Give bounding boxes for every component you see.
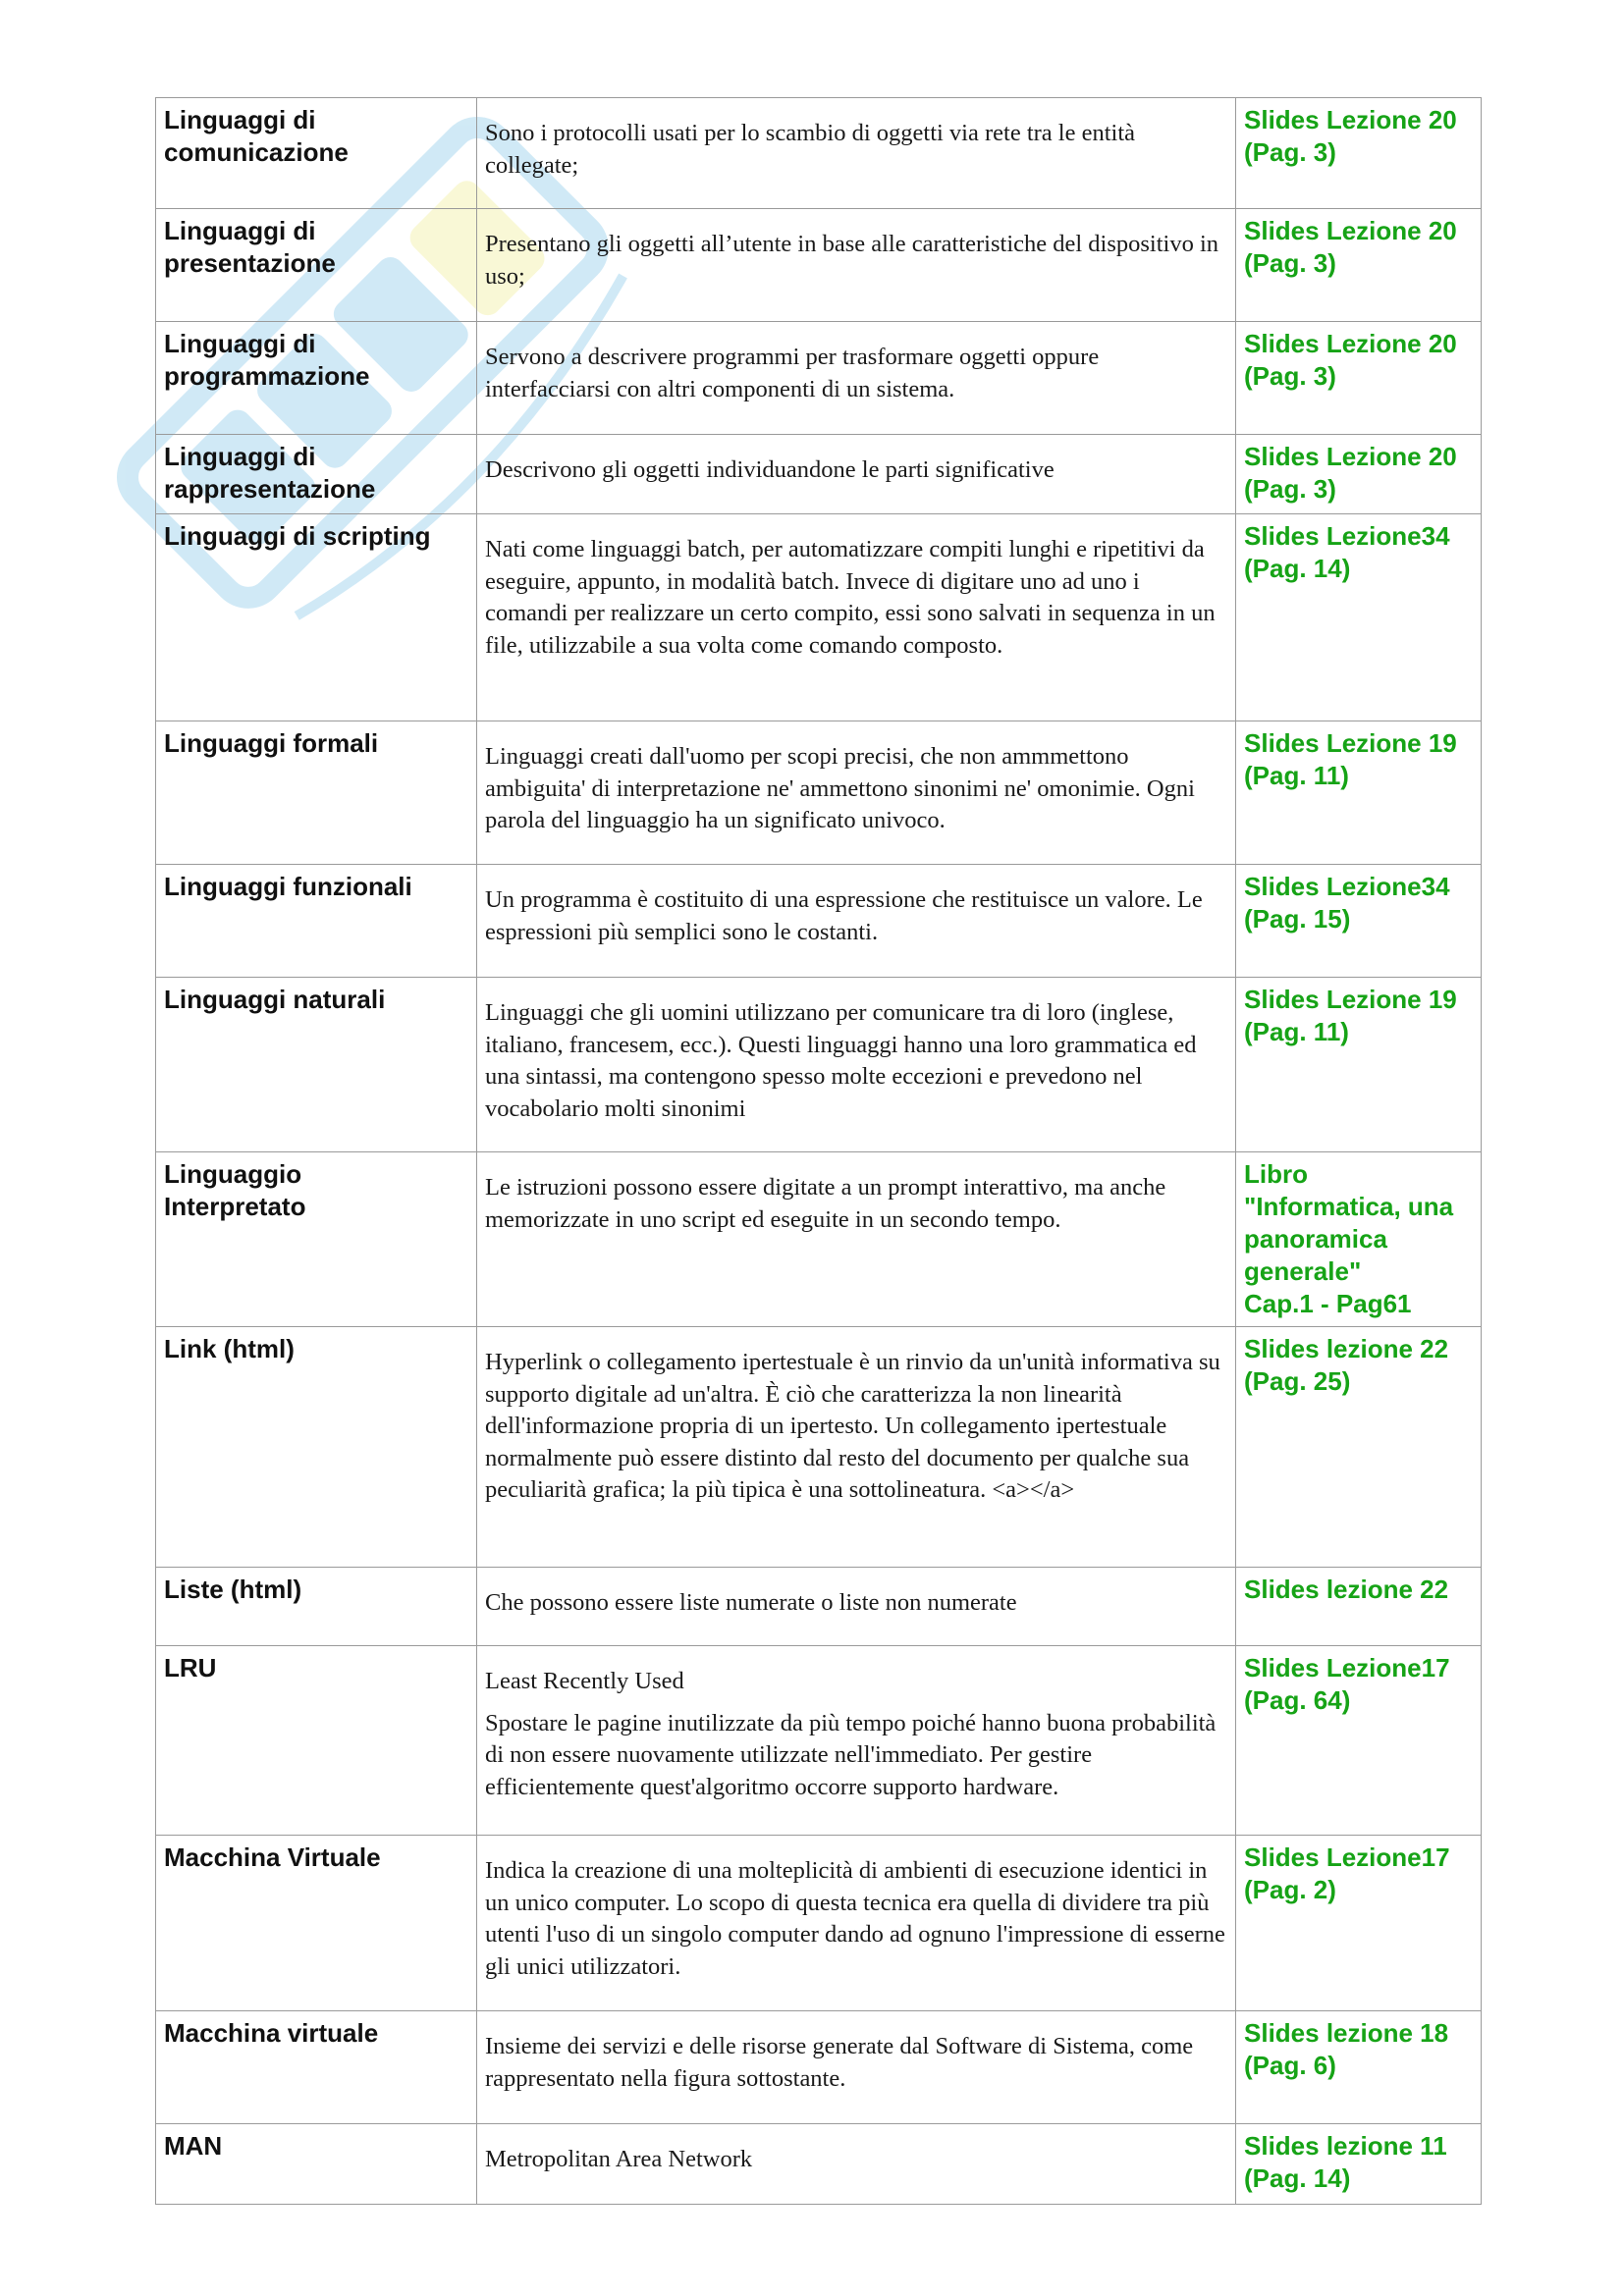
glossary-reference: Slides Lezione 20 (Pag. 3) <box>1236 322 1482 435</box>
glossary-term: LRU <box>156 1646 477 1836</box>
glossary-definition <box>477 435 1236 514</box>
glossary-definition <box>477 2124 1236 2205</box>
definition-paragraph: Linguaggi che gli uomini utilizzano per comunicare tra di loro (inglese, italiano, francesem, ecc.). Questi linguaggi hanno una loro grammatica ed una sintassi, ma contengono spesso molte eccezioni e prevedono nel vocabolario molti sinonimi <box>485 999 1197 1122</box>
glossary-row <box>156 514 1482 721</box>
definition-paragraph: Hyperlink o collegamento ipertestuale è un rinvio da un'unità informativa su supporto digitale ad un'altra. È ciò che caratterizza la non linearità dell'informazione propria di un ipertesto. Un collegamento ipertestuale normalmente può essere distinto dal resto del documento per qualche sua peculiarità grafica; la più tipica è una sottolineatura. <a></a> <box>485 1349 1220 1503</box>
glossary-definition <box>477 978 1236 1152</box>
glossary-definition <box>477 322 1236 435</box>
glossary-definition <box>477 98 1236 209</box>
glossary-reference: Slides Lezione34 (Pag. 14) <box>1236 514 1482 721</box>
definition-paragraph: Spostare le pagine inutilizzate da più tempo poiché hanno buona probabilità di non essere nuovamente utilizzate nell'immediato. Per gestire efficientemente quest'algoritmo occorre supporto hardware. <box>485 1709 1217 1800</box>
glossary-term: Macchina virtuale <box>156 2011 477 2124</box>
glossary-reference: Slides lezione 22 (Pag. 25) <box>1236 1327 1482 1568</box>
definition-paragraph: Indica la creazione di una molteplicità di ambienti di esecuzione identici in un unico computer. Lo scopo di questa tecnica era quella di dividere tra più utenti l'uso di un singolo computer dando ad ognuno l'impressione di esserne gli unici utilizzatori. <box>485 1857 1225 1980</box>
glossary-definition <box>477 514 1236 721</box>
definition-paragraph: Sono i protocolli usati per lo scambio di oggetti via rete tra le entità collegate; <box>485 120 1136 179</box>
glossary-row <box>156 322 1482 435</box>
glossary-row <box>156 98 1482 209</box>
glossary-term: Linguaggi di scripting <box>156 514 477 721</box>
glossary-reference: Slides Lezione 20 (Pag. 3) <box>1236 98 1482 209</box>
definition-paragraph: Presentano gli oggetti all’utente in base alle caratteristiche del dispositivo in uso; <box>485 231 1219 290</box>
glossary-definition <box>477 209 1236 322</box>
glossary-row <box>156 2011 1482 2124</box>
glossary-reference: Slides Lezione 19 (Pag. 11) <box>1236 721 1482 865</box>
glossary-reference: Slides Lezione 20 (Pag. 3) <box>1236 435 1482 514</box>
glossary-definition <box>477 1152 1236 1327</box>
glossary-row <box>156 978 1482 1152</box>
definition-paragraph: Least Recently Used <box>485 1668 684 1694</box>
glossary-term: Linguaggi di programmazione <box>156 322 477 435</box>
glossary-row <box>156 721 1482 865</box>
glossary-reference: Slides Lezione 20 (Pag. 3) <box>1236 209 1482 322</box>
glossary-definition <box>477 721 1236 865</box>
glossary-table <box>155 97 1482 2205</box>
definition-paragraph: Le istruzioni possono essere digitate a un prompt interattivo, ma anche memorizzate in uno script ed eseguite in un secondo tempo. <box>485 1174 1166 1233</box>
glossary-term: Macchina Virtuale <box>156 1836 477 2011</box>
glossary-term: Linguaggi di comunicazione <box>156 98 477 209</box>
glossary-reference: Slides Lezione17 (Pag. 64) <box>1236 1646 1482 1836</box>
definition-paragraph: Nati come linguaggi batch, per automatizzare compiti lunghi e ripetitivi da eseguire, appunto, in modalità batch. Invece di digitare uno ad uno i comandi per realizzare un certo compito, essi sono salvati in sequenza in un file, utilizzabile a sua volta come comando composto. <box>485 536 1216 659</box>
glossary-row <box>156 1327 1482 1568</box>
glossary-term: Linguaggio Interpretato <box>156 1152 477 1327</box>
glossary-term: Linguaggi di rappresentazione <box>156 435 477 514</box>
glossary-term: Linguaggi naturali <box>156 978 477 1152</box>
glossary-body <box>156 98 1482 2205</box>
glossary-definition <box>477 865 1236 978</box>
glossary-reference: Slides Lezione34 (Pag. 15) <box>1236 865 1482 978</box>
definition-paragraph: Servono a descrivere programmi per trasformare oggetti oppure interfacciarsi con altri componenti di un sistema. <box>485 344 1100 402</box>
glossary-row <box>156 435 1482 514</box>
glossary-reference: Slides lezione 22 <box>1236 1568 1482 1646</box>
definition-paragraph: Insieme dei servizi e delle risorse generate dal Software di Sistema, come rappresentato nella figura sottostante. <box>485 2033 1194 2092</box>
glossary-term: Linguaggi formali <box>156 721 477 865</box>
definition-paragraph: Metropolitan Area Network <box>485 2146 753 2172</box>
glossary-term: Link (html) <box>156 1327 477 1568</box>
glossary-row <box>156 2124 1482 2205</box>
definition-paragraph: Che possono essere liste numerate o liste non numerate <box>485 1589 1017 1616</box>
glossary-row <box>156 1836 1482 2011</box>
glossary-definition <box>477 1327 1236 1568</box>
glossary-row <box>156 1152 1482 1327</box>
glossary-reference: Slides Lezione17 (Pag. 2) <box>1236 1836 1482 2011</box>
glossary-term: MAN <box>156 2124 477 2205</box>
glossary-reference: Slides Lezione 19 (Pag. 11) <box>1236 978 1482 1152</box>
glossary-row <box>156 865 1482 978</box>
definition-paragraph: Linguaggi creati dall'uomo per scopi precisi, che non ammmettono ambiguita' di interpretazione ne' ammettono sinonimi ne' omonimie. Ogni parola del linguaggio ha un significato univoco. <box>485 743 1195 833</box>
glossary-reference: Libro "Informatica, una panoramica generale" Cap.1 - Pag61 <box>1236 1152 1482 1327</box>
glossary-reference: Slides lezione 18 (Pag. 6) <box>1236 2011 1482 2124</box>
glossary-row <box>156 1568 1482 1646</box>
glossary-reference: Slides lezione 11 (Pag. 14) <box>1236 2124 1482 2205</box>
glossary-row <box>156 209 1482 322</box>
glossary-definition <box>477 2011 1236 2124</box>
definition-paragraph: Descrivono gli oggetti individuandone le parti significative <box>485 456 1055 483</box>
glossary-definition <box>477 1836 1236 2011</box>
definition-paragraph: Un programma è costituito di una espressione che restituisce un valore. Le espressioni più semplici sono le costanti. <box>485 886 1203 945</box>
glossary-term: Liste (html) <box>156 1568 477 1646</box>
glossary-term: Linguaggi di presentazione <box>156 209 477 322</box>
glossary-definition <box>477 1646 1236 1836</box>
glossary-definition <box>477 1568 1236 1646</box>
glossary-row <box>156 1646 1482 1836</box>
glossary-term: Linguaggi funzionali <box>156 865 477 978</box>
